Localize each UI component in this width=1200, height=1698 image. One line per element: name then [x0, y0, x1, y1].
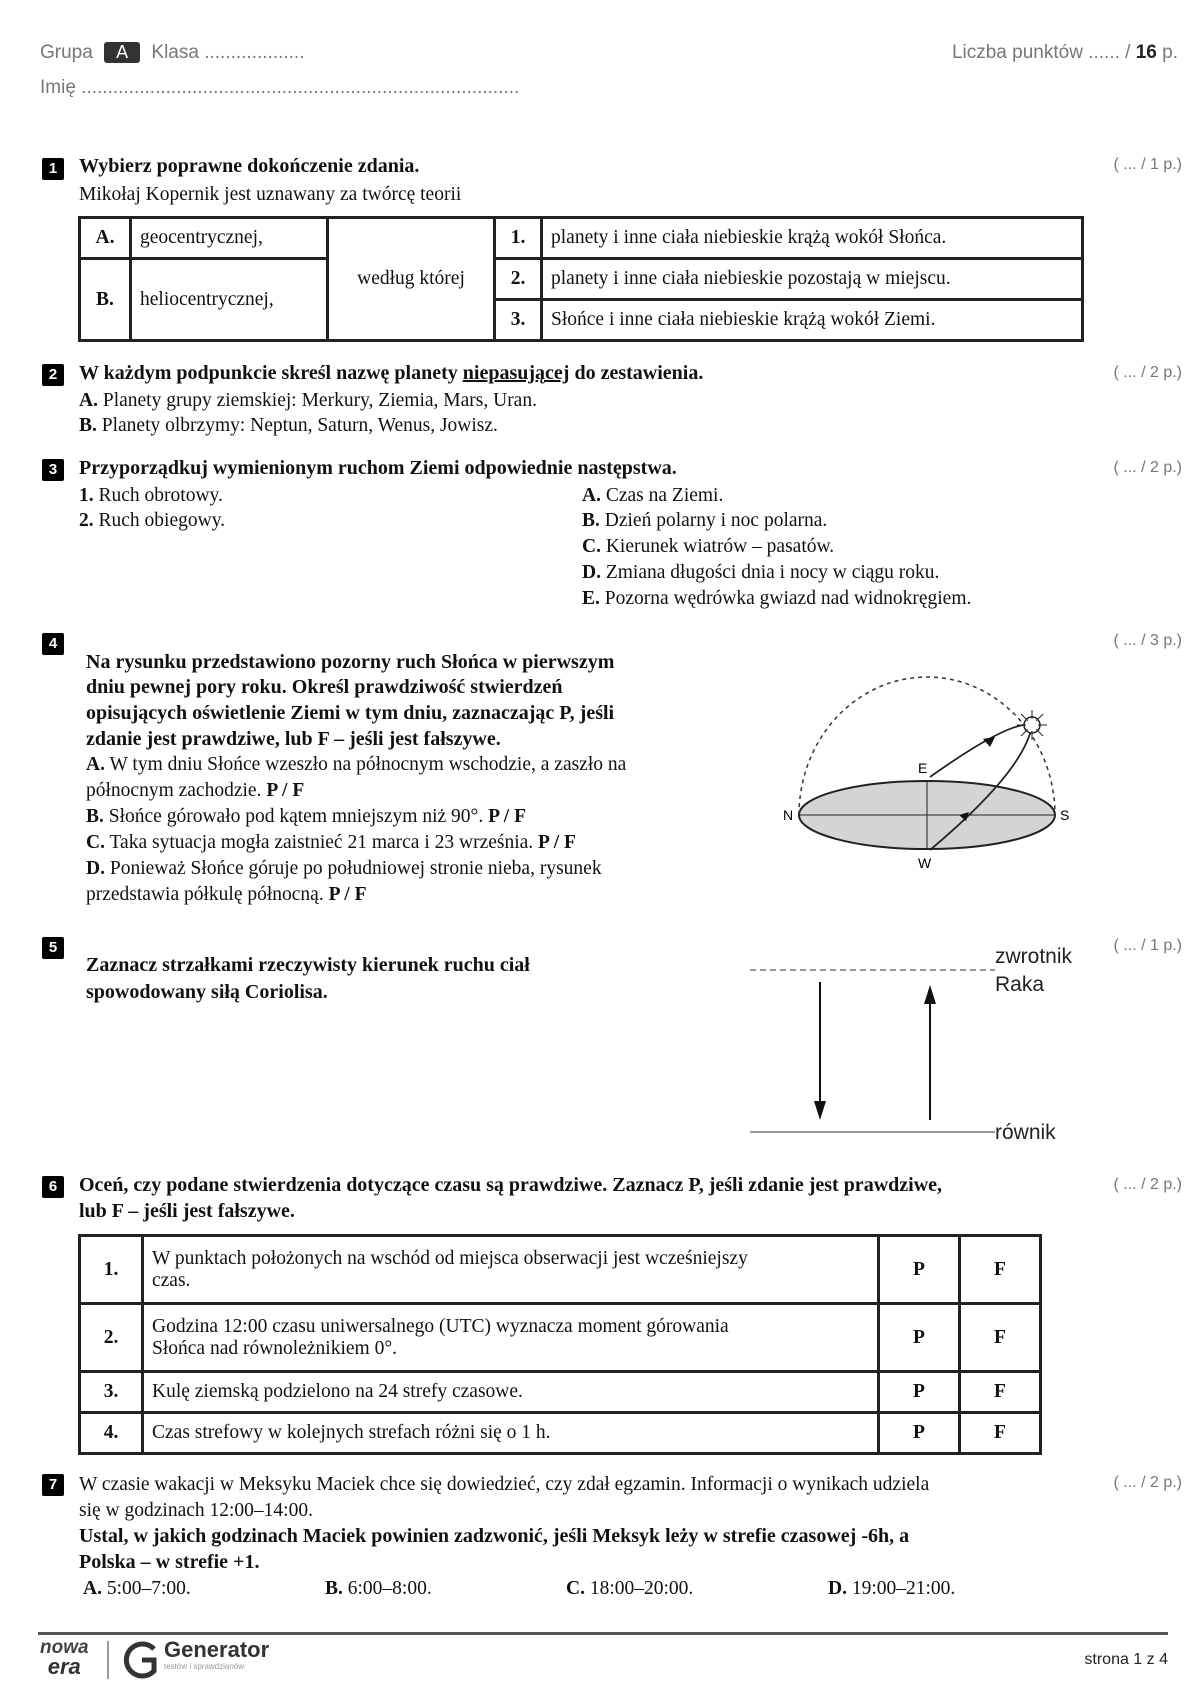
- q4-title-4: zdanie jest prawdziwe, lub F – jeśli jest fałszywe.: [86, 728, 501, 750]
- q3-right-d: [582, 561, 939, 585]
- q2-title-underlined: niepasującej: [462, 362, 570, 384]
- q6-row3-num: 3.: [80, 1372, 143, 1413]
- question-number-7: 7: [42, 1474, 64, 1496]
- q1-opt1-num: 1.: [495, 218, 542, 259]
- q6-row2-p[interactable]: P: [879, 1304, 960, 1372]
- label-west: W: [918, 855, 932, 871]
- q4-a-pf[interactable]: P / F: [266, 780, 305, 801]
- page-indicator: strona 1 z 4: [1084, 1651, 1168, 1668]
- q3-left-1: [79, 484, 223, 508]
- question-number-6: 6: [42, 1176, 64, 1198]
- logo-era: era: [47, 1654, 81, 1679]
- q6-title-1: Oceń, czy podane stwierdzenia dotyczące czasu są prawdziwe. Zaznacz P, jeśli zdanie jest prawdziwe,: [79, 1174, 943, 1196]
- group-label: Grupa: [40, 42, 93, 63]
- q7-option-b[interactable]: [325, 1577, 432, 1601]
- q7-a-label: A.: [83, 1578, 102, 1599]
- question-number-2: 2: [42, 364, 64, 386]
- label-south: S: [1060, 807, 1070, 823]
- q6-row2-line2: Słońca nad równoleżnikiem 0°.: [152, 1337, 397, 1359]
- q1-opt3-text: Słońce i inne ciała niebieskie krążą wokół Ziemi.: [542, 300, 1083, 341]
- footer-divider: [38, 1632, 1168, 1635]
- tropic-label-1: zwrotnik: [995, 945, 1073, 968]
- q4-b-pf[interactable]: P / F: [488, 806, 526, 827]
- q2-b-label: B.: [79, 415, 97, 436]
- q2-a-text: Planety grupy ziemskiej: Merkury, Ziemia, Mars, Uran.: [102, 390, 537, 411]
- q6-row1-p[interactable]: P: [879, 1236, 960, 1304]
- q4-d-label: D.: [86, 858, 105, 879]
- sun-path-diagram: [770, 660, 1100, 890]
- generator-logo: [164, 1638, 269, 1671]
- q4-title-1: Na rysunku przedstawiono pozorny ruch Słońca w pierwszym: [86, 651, 615, 673]
- q1-middle: według której: [328, 218, 495, 341]
- q1-title: Wybierz poprawne dokończenie zdania.: [79, 155, 420, 177]
- q2-points: ( ... / 2 p.): [1113, 364, 1182, 381]
- arrow-up-head[interactable]: [924, 985, 936, 1004]
- equator-label: równik: [995, 1121, 1056, 1144]
- sun-icon: [1017, 710, 1047, 740]
- q6-row4-num: 4.: [80, 1413, 143, 1454]
- q7-b-text: 6:00–8:00.: [347, 1578, 432, 1599]
- q2-title: [79, 362, 703, 385]
- q3-points: ( ... / 2 p.): [1113, 459, 1182, 476]
- q4-title-3: opisujących oświetlenie Ziemi w tym dniu, zaznaczając P, jeśli: [86, 702, 615, 724]
- q6-row2-num: 2.: [80, 1304, 143, 1372]
- q5-points: ( ... / 1 p.): [1113, 937, 1182, 954]
- q7-option-c[interactable]: [566, 1577, 693, 1601]
- q1-table: [78, 216, 1084, 342]
- q4-d-line-2: [86, 883, 367, 907]
- q3-right-b: [582, 509, 827, 533]
- q3-right-e: [582, 587, 971, 611]
- q2-title-pre: W każdym podpunkcie skreśl nazwę planety: [79, 362, 458, 384]
- q6-row1-num: 1.: [80, 1236, 143, 1304]
- q4-points: ( ... / 3 p.): [1113, 632, 1182, 649]
- q7-d-label: D.: [828, 1578, 847, 1599]
- q3-left-2-label: 2.: [79, 510, 94, 531]
- q4-a-text-2: północnym zachodzie.: [86, 780, 262, 801]
- q7-c-text: 18:00–20:00.: [589, 1578, 694, 1599]
- q4-d-text-1: Ponieważ Słońce góruje po południowej stronie nieba, rysunek: [109, 858, 602, 879]
- q4-d-text-2: przedstawia półkulę północną.: [86, 884, 324, 905]
- points-unit: p.: [1162, 42, 1178, 63]
- q3-left-1-label: 1.: [79, 485, 94, 506]
- q2-title-post: do zestawienia.: [574, 362, 704, 384]
- q3-right-a-text: Czas na Ziemi.: [605, 485, 724, 506]
- q7-points: ( ... / 2 p.): [1113, 1474, 1182, 1491]
- generator-logo-sub: testów i sprawdzianów: [164, 1662, 245, 1671]
- q6-row3-text: Kulę ziemską podzielono na 24 strefy czasowe.: [143, 1372, 879, 1413]
- q6-row1-line1: W punktach położonych na wschód od miejsca obserwacji jest wcześniejszy: [152, 1247, 748, 1269]
- label-north: N: [783, 807, 794, 823]
- q6-row4-f[interactable]: F: [960, 1413, 1041, 1454]
- q4-c-label: C.: [86, 832, 105, 853]
- generator-logo-text: Generator: [164, 1637, 270, 1662]
- q1-opt-a-letter: A.: [80, 218, 131, 259]
- q6-row1-line2: czas.: [152, 1269, 191, 1291]
- q2-item-a: [79, 389, 537, 413]
- q6-table: [78, 1234, 1042, 1455]
- name-label: Imię ...................................................................................: [40, 77, 520, 98]
- q7-option-d[interactable]: [828, 1577, 955, 1601]
- logo-nowa: nowa: [40, 1637, 89, 1658]
- q4-b-label: B.: [86, 806, 104, 827]
- q3-left-2: [79, 509, 225, 533]
- q4-c-pf[interactable]: P / F: [538, 832, 576, 853]
- q3-right-d-text: Zmiana długości dnia i nocy w ciągu roku.: [605, 562, 940, 583]
- q1-opt3-num: 3.: [495, 300, 542, 341]
- q4-b-line: [86, 805, 526, 829]
- points-total-value: 16: [1135, 42, 1157, 63]
- q2-a-label: A.: [79, 390, 98, 411]
- q7-line-1: W czasie wakacji w Meksyku Maciek chce się dowiedzieć, czy zdał egzamin. Informacji o wynikach udziela: [79, 1474, 930, 1495]
- q6-row1-text: [143, 1236, 879, 1304]
- q7-c-label: C.: [566, 1578, 585, 1599]
- q6-row2-line1: Godzina 12:00 czasu uniwersalnego (UTC) wyznacza moment górowania: [152, 1315, 729, 1337]
- q2-b-text: Planety olbrzymy: Neptun, Saturn, Wenus, Jowisz.: [101, 415, 498, 436]
- q4-a-line-2: [86, 779, 304, 803]
- q1-opt1-text: planety i inne ciała niebieskie krążą wokół Słońca.: [542, 218, 1083, 259]
- q7-bold-2: Polska – w strefie +1.: [79, 1551, 260, 1573]
- q3-right-c-text: Kierunek wiatrów – pasatów.: [605, 536, 835, 557]
- q3-right-e-text: Pozorna wędrówka gwiazd nad widnokręgiem.: [604, 588, 972, 609]
- q6-row3-f[interactable]: F: [960, 1372, 1041, 1413]
- q3-right-c: [582, 535, 834, 559]
- q6-title-2: lub F – jeśli jest fałszywe.: [79, 1200, 295, 1222]
- q4-c-line: [86, 831, 576, 855]
- points-total: [952, 42, 1178, 64]
- q7-option-a[interactable]: [83, 1577, 191, 1601]
- q2-item-b: [79, 414, 498, 438]
- q7-b-label: B.: [325, 1578, 343, 1599]
- q3-right-a-label: A.: [582, 485, 601, 506]
- q4-a-label: A.: [86, 754, 105, 775]
- q1-opt-b-letter: B.: [80, 259, 131, 341]
- q7-line-2: się w godzinach 12:00–14:00.: [79, 1500, 313, 1521]
- q3-right-d-label: D.: [582, 562, 601, 583]
- q4-d-line-1: [86, 857, 602, 881]
- q3-right-e-label: E.: [582, 588, 600, 609]
- sun-path-upper: [930, 725, 1032, 777]
- question-number-3: 3: [42, 459, 64, 481]
- class-label: Klasa ...................: [151, 42, 305, 63]
- table-row: [80, 1413, 1041, 1454]
- q5-title-2: spowodowany siłą Coriolisa.: [86, 981, 328, 1003]
- q4-d-pf[interactable]: P / F: [328, 884, 367, 905]
- q6-row4-p[interactable]: P: [879, 1413, 960, 1454]
- q6-row4-text: Czas strefowy w kolejnych strefach różni się o 1 h.: [143, 1413, 879, 1454]
- q1-opt2-num: 2.: [495, 259, 542, 300]
- arrow-down-head[interactable]: [814, 1101, 826, 1120]
- q1-opt-a-text: geocentrycznej,: [131, 218, 328, 259]
- logo-separator: [107, 1641, 109, 1679]
- q1-intro: Mikołaj Kopernik jest uznawany za twórcę teorii: [79, 184, 462, 205]
- q3-left-2-text: Ruch obiegowy.: [98, 510, 226, 531]
- group-badge: A: [104, 42, 140, 63]
- q5-title-1: Zaznacz strzałkami rzeczywisty kierunek ruchu ciał: [86, 954, 530, 976]
- question-number-5: 5: [42, 937, 64, 959]
- group-label-row: [40, 42, 305, 64]
- nowa-era-logo: [40, 1637, 89, 1679]
- q6-row2-text: [143, 1304, 879, 1372]
- q3-right-b-label: B.: [582, 510, 600, 531]
- q3-right-c-label: C.: [582, 536, 601, 557]
- q4-a-text-1: W tym dniu Słońce wzeszło na północnym wschodzie, a zaszło na: [109, 754, 627, 775]
- q7-d-text: 19:00–21:00.: [851, 1578, 956, 1599]
- label-east: E: [918, 760, 928, 776]
- points-label: Liczba punktów ...... /: [951, 42, 1131, 63]
- q1-points: ( ... / 1 p.): [1113, 156, 1182, 173]
- q7-a-text: 5:00–7:00.: [106, 1578, 191, 1599]
- q1-opt2-text: planety i inne ciała niebieskie pozostają w miejscu.: [542, 259, 1083, 300]
- q1-opt-b-text: heliocentrycznej,: [131, 259, 328, 341]
- q3-left-1-text: Ruch obrotowy.: [98, 485, 223, 506]
- q4-c-text: Taka sytuacja mogła zaistnieć 21 marca i 23 września.: [109, 832, 534, 853]
- q6-row1-f[interactable]: F: [960, 1236, 1041, 1304]
- q6-row3-p[interactable]: P: [879, 1372, 960, 1413]
- q6-points: ( ... / 2 p.): [1113, 1176, 1182, 1193]
- coriolis-diagram: [745, 935, 1105, 1145]
- q3-right-b-text: Dzień polarny i noc polarna.: [604, 510, 828, 531]
- question-number-4: 4: [42, 633, 64, 655]
- table-row: [80, 1304, 1041, 1372]
- q7-bold-1: Ustal, w jakich godzinach Maciek powinien zadzwonić, jeśli Meksyk leży w strefie czasowej -6h, a: [79, 1525, 910, 1547]
- q4-b-text: Słońce górowało pod kątem mniejszym niż 90°.: [108, 806, 484, 827]
- table-row: [80, 1372, 1041, 1413]
- q4-title-2: dniu pewnej pory roku. Określ prawdziwość stwierdzeń: [86, 676, 563, 698]
- q6-row2-f[interactable]: F: [960, 1304, 1041, 1372]
- q4-a-line-1: [86, 753, 626, 777]
- generator-g-icon: [120, 1639, 160, 1681]
- tropic-label-2: Raka: [995, 973, 1045, 996]
- question-number-1: 1: [42, 158, 64, 180]
- q3-title: Przyporządkuj wymienionym ruchom Ziemi odpowiednie następstwa.: [79, 457, 677, 479]
- q3-right-a: [582, 484, 723, 508]
- table-row: [80, 1236, 1041, 1304]
